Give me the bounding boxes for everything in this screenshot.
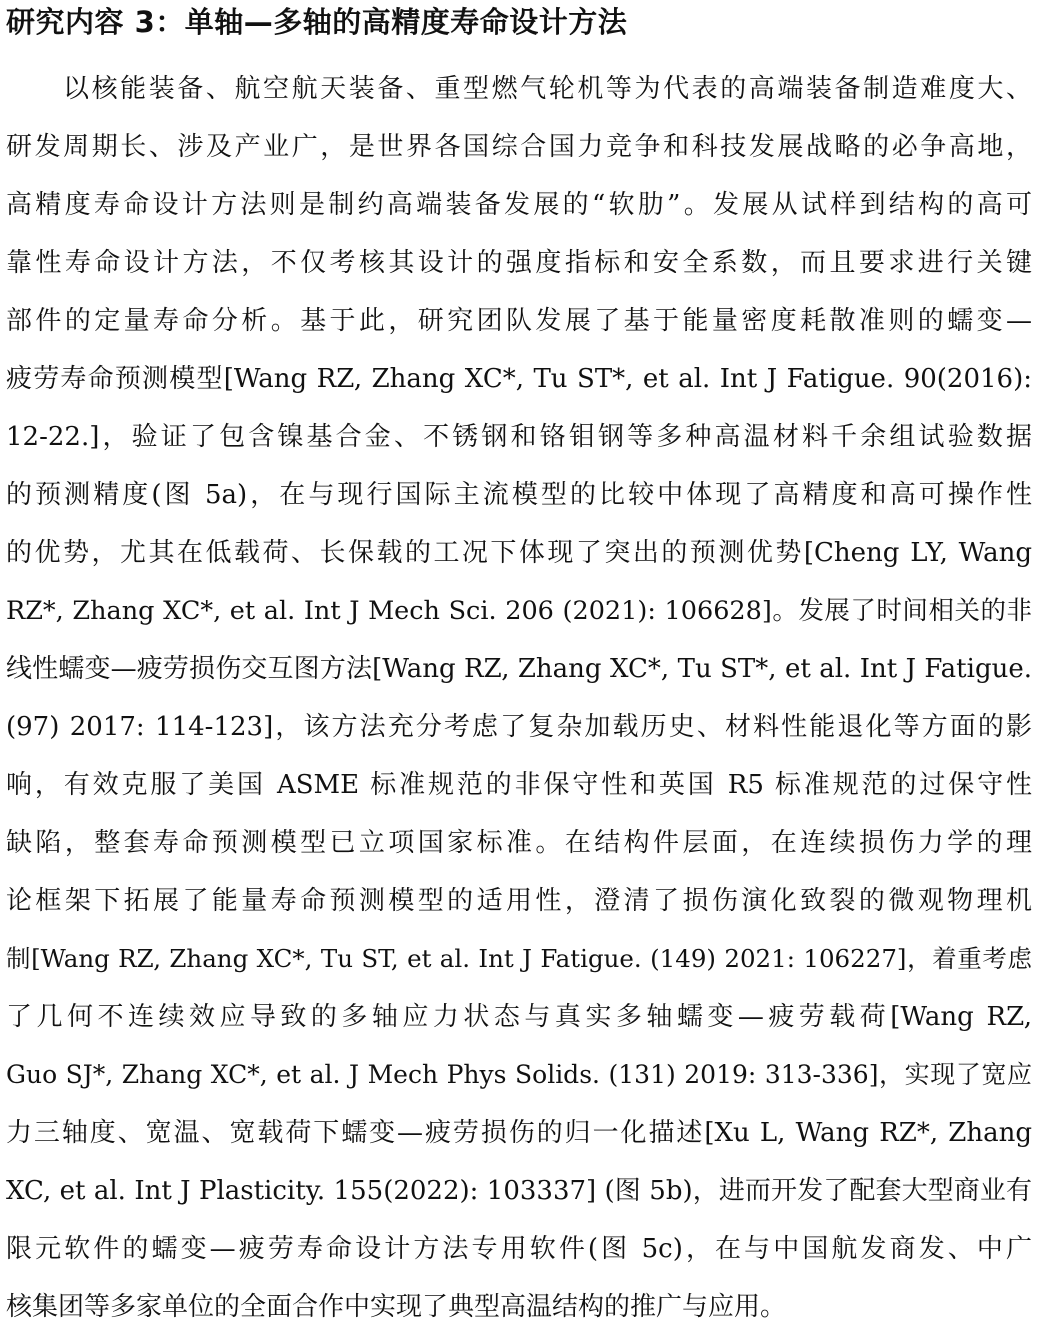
paragraph-line: 线性蠕变—疲劳损伤交互图方法[Wang RZ, Zhang XC*, Tu ST*, et al. Int J Fatigue. bbox=[6, 654, 1032, 684]
paragraph-line: (97) 2017: 114-123]，该方法充分考虑了复杂加载历史、材料性能退化等方面的影 bbox=[6, 712, 1032, 742]
paragraph-line: 研发周期长、涉及产业广，是世界各国综合国力竞争和科技发展战略的必争高地， bbox=[6, 132, 1032, 162]
paragraph-line: 缺陷，整套寿命预测模型已立项国家标准。在结构件层面，在连续损伤力学的理 bbox=[6, 828, 1032, 858]
paragraph-line: RZ*, Zhang XC*, et al. Int J Mech Sci. 206 (2021): 106628]。发展了时间相关的非 bbox=[6, 596, 1032, 626]
paragraph-line: 力三轴度、宽温、宽载荷下蠕变—疲劳损伤的归一化描述[Xu L, Wang RZ*, Zhang bbox=[6, 1118, 1032, 1148]
paragraph-line: 响，有效克服了美国 ASME 标准规范的非保守性和英国 R5 标准规范的过保守性 bbox=[6, 770, 1032, 800]
paragraph-line: 论框架下拓展了能量寿命预测模型的适用性，澄清了损伤演化致裂的微观物理机 bbox=[6, 886, 1032, 916]
paragraph-line: 部件的定量寿命分析。基于此，研究团队发展了基于能量密度耗散准则的蠕变— bbox=[6, 306, 1032, 336]
paragraph-line: 高精度寿命设计方法则是制约高端装备发展的“软肋”。发展从试样到结构的高可 bbox=[6, 190, 1032, 220]
paragraph-line: XC, et al. Int J Plasticity. 155(2022): 103337] (图 5b)，进而开发了配套大型商业有 bbox=[6, 1176, 1032, 1206]
paragraph-line: 制[Wang RZ, Zhang XC*, Tu ST, et al. Int J Fatigue. (149) 2021: 106227]，着重考虑 bbox=[6, 944, 1032, 973]
paragraph-line: 靠性寿命设计方法，不仅考核其设计的强度指标和安全系数，而且要求进行关键 bbox=[6, 248, 1032, 278]
section-heading: 研究内容 3：单轴—多轴的高精度寿命设计方法 bbox=[6, 5, 628, 39]
paragraph-line: Guo SJ*, Zhang XC*, et al. J Mech Phys Solids. (131) 2019: 313-336]，实现了宽应 bbox=[6, 1060, 1032, 1089]
paragraph-line: 以核能装备、航空航天装备、重型燃气轮机等为代表的高端装备制造难度大、 bbox=[63, 74, 1032, 104]
paragraph-line: 疲劳寿命预测模型[Wang RZ, Zhang XC*, Tu ST*, et al. Int J Fatigue. 90(2016): bbox=[6, 364, 1032, 394]
paragraph-line: 核集团等多家单位的全面合作中实现了典型高温结构的推广与应用。 bbox=[6, 1292, 787, 1322]
paragraph-line: 了几何不连续效应导致的多轴应力状态与真实多轴蠕变—疲劳载荷[Wang RZ, bbox=[6, 1002, 1032, 1032]
paragraph-line: 12-22.]，验证了包含镍基合金、不锈钢和铬钼钢等多种高温材料千余组试验数据 bbox=[6, 422, 1032, 452]
paragraph-line: 的预测精度(图 5a)，在与现行国际主流模型的比较中体现了高精度和高可操作性 bbox=[6, 480, 1032, 510]
paragraph-line: 的优势，尤其在低载荷、长保载的工况下体现了突出的预测优势[Cheng LY, Wang bbox=[6, 538, 1032, 568]
paragraph-line: 限元软件的蠕变—疲劳寿命设计方法专用软件(图 5c)，在与中国航发商发、中广 bbox=[6, 1234, 1032, 1264]
